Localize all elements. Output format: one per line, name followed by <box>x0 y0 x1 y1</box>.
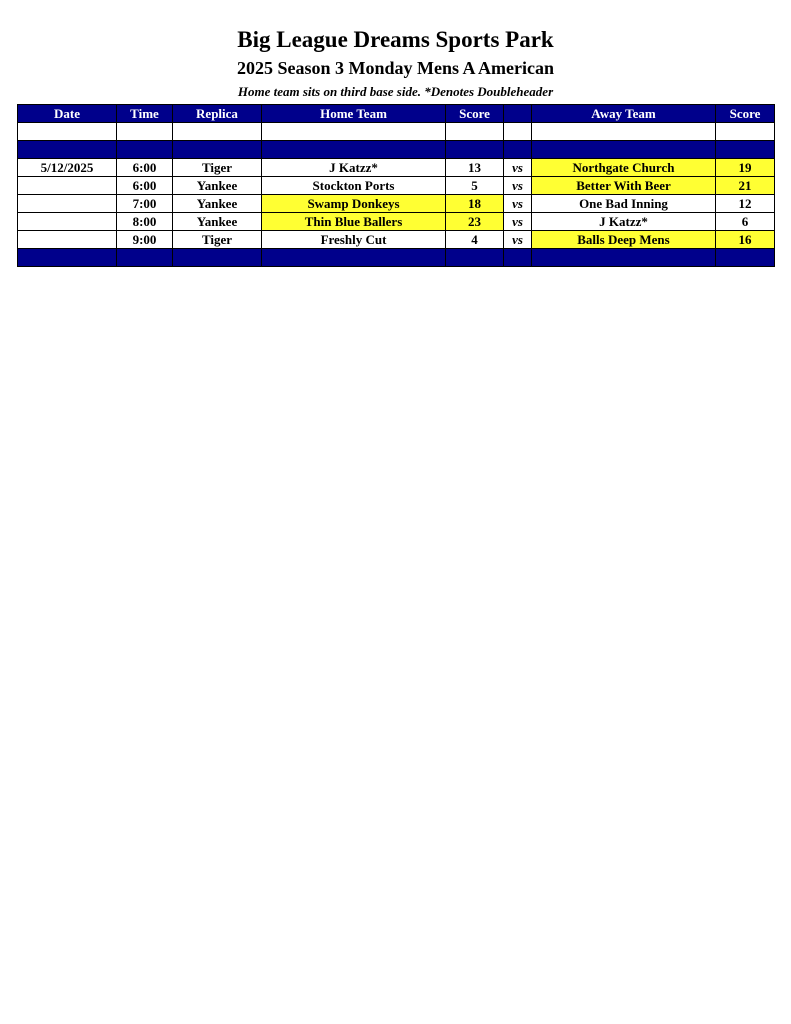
vs-label: vs <box>504 159 532 177</box>
game-date <box>18 195 117 213</box>
home-score: 4 <box>446 231 504 249</box>
away-team: Better With Beer <box>532 177 716 195</box>
empty-cell <box>532 123 716 141</box>
game-time: 7:00 <box>117 195 173 213</box>
empty-cell <box>117 123 173 141</box>
game-row <box>18 231 775 249</box>
game-time: 9:00 <box>117 231 173 249</box>
game-time: 6:00 <box>117 159 173 177</box>
game-replica: Tiger <box>173 159 262 177</box>
vs-label: vs <box>504 231 532 249</box>
away-score: 21 <box>716 177 775 195</box>
game-replica: Yankee <box>173 177 262 195</box>
game-time: 6:00 <box>117 177 173 195</box>
empty-cell <box>716 123 775 141</box>
empty-cell <box>18 123 117 141</box>
game-date <box>18 213 117 231</box>
table-header-row <box>18 105 775 123</box>
column-header-away-score: Score <box>716 105 775 123</box>
empty-cell <box>504 249 532 267</box>
away-score: 19 <box>716 159 775 177</box>
vs-label: vs <box>504 177 532 195</box>
column-header-vs <box>504 105 532 123</box>
vs-label: vs <box>504 213 532 231</box>
game-time: 8:00 <box>117 213 173 231</box>
home-score: 23 <box>446 213 504 231</box>
page-title: Big League Dreams Sports Park <box>237 27 554 52</box>
footer-bar-row <box>18 249 775 267</box>
game-row <box>18 177 775 195</box>
game-date <box>18 231 117 249</box>
schedule-table <box>17 104 775 267</box>
league-subtitle: 2025 Season 3 Monday Mens A American <box>236 58 554 78</box>
column-header-replica: Replica <box>173 105 262 123</box>
empty-cell <box>504 123 532 141</box>
home-score: 13 <box>446 159 504 177</box>
column-header-home-team: Home Team <box>262 105 446 123</box>
empty-cell <box>262 141 446 159</box>
away-team: Balls Deep Mens <box>532 231 716 249</box>
game-replica: Tiger <box>173 231 262 249</box>
column-header-home-score: Score <box>446 105 504 123</box>
empty-cell <box>262 249 446 267</box>
empty-cell <box>532 249 716 267</box>
empty-cell <box>532 141 716 159</box>
empty-cell <box>446 249 504 267</box>
home-score: 18 <box>446 195 504 213</box>
home-team: Thin Blue Ballers <box>262 213 446 231</box>
divider-bar-row <box>18 141 775 159</box>
empty-cell <box>173 123 262 141</box>
blank-row <box>18 123 775 141</box>
empty-cell <box>446 141 504 159</box>
column-header-away-team: Away Team <box>532 105 716 123</box>
away-score: 12 <box>716 195 775 213</box>
empty-cell <box>716 249 775 267</box>
away-score: 16 <box>716 231 775 249</box>
empty-cell <box>117 141 173 159</box>
game-row <box>18 213 775 231</box>
empty-cell <box>117 249 173 267</box>
empty-cell <box>173 141 262 159</box>
game-date: 5/12/2025 <box>18 159 117 177</box>
game-replica: Yankee <box>173 213 262 231</box>
empty-cell <box>446 123 504 141</box>
home-score: 5 <box>446 177 504 195</box>
away-score: 6 <box>716 213 775 231</box>
column-header-time: Time <box>117 105 173 123</box>
schedule-note: Home team sits on third base side. *Denotes Doubleheader <box>237 84 554 99</box>
empty-cell <box>262 123 446 141</box>
away-team: Northgate Church <box>532 159 716 177</box>
vs-label: vs <box>504 195 532 213</box>
game-row <box>18 195 775 213</box>
away-team: One Bad Inning <box>532 195 716 213</box>
empty-cell <box>504 141 532 159</box>
home-team: Freshly Cut <box>262 231 446 249</box>
game-replica: Yankee <box>173 195 262 213</box>
empty-cell <box>18 141 117 159</box>
home-team: Swamp Donkeys <box>262 195 446 213</box>
column-header-date: Date <box>18 105 117 123</box>
away-team: J Katzz* <box>532 213 716 231</box>
game-date <box>18 177 117 195</box>
home-team: J Katzz* <box>262 159 446 177</box>
home-team: Stockton Ports <box>262 177 446 195</box>
game-row <box>18 159 775 177</box>
empty-cell <box>716 141 775 159</box>
empty-cell <box>18 249 117 267</box>
empty-cell <box>173 249 262 267</box>
